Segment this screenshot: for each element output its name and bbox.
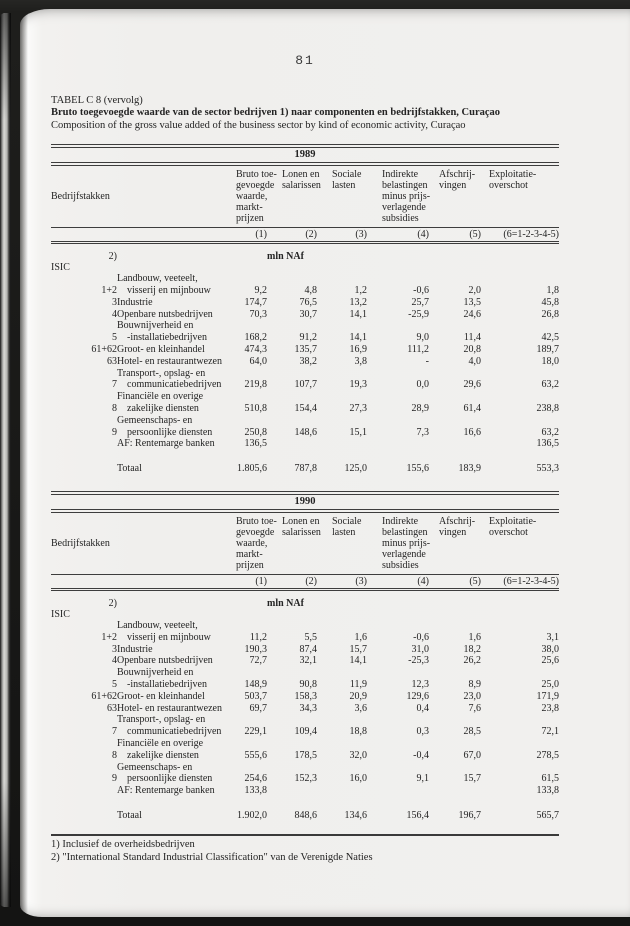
sector-label: Openbare nutsbedrijven [117,655,213,667]
sector-label: Groot- en kleinhandel [117,690,205,702]
total-value-cell: 134,6 [344,809,367,821]
value-cell: 158,3 [294,690,317,702]
column-number: (6=1-2-3-4-5) [481,228,559,243]
table-row [51,297,559,309]
sector-label: AF: Rentemarge banken [117,785,215,797]
value-cell: -0,6 [413,285,429,297]
value-cell [367,438,429,450]
sector-code: 5 [112,678,117,690]
value-cell [429,438,481,450]
value-cell: 3,6 [354,702,367,714]
sector-code: 1+2 [101,285,117,297]
value-cell: 1,8 [546,285,559,297]
table-row [51,762,559,786]
table-row [51,655,559,667]
value-cell: 63,2 [541,379,559,391]
value-cell: - [425,355,429,367]
value-cell: 23,0 [463,690,481,702]
total-value-cell: 183,9 [458,463,481,475]
value-cell: 135,7 [294,344,317,355]
value-cell: 18,2 [463,643,481,655]
row-header-label: Bedrijfstakken [51,191,110,203]
table-row [51,785,559,797]
value-cell [367,785,429,797]
value-cell: 20,8 [463,344,481,355]
footnote-rule [51,834,559,836]
value-cell: 1,2 [354,285,367,297]
row-header-label: Bedrijfstakken [51,537,110,549]
table-row [51,344,559,356]
sector-label: Bouwnijverheid en -installatiebedrijven [117,320,207,344]
sector-label: Transport-, opslag- en communicatiebedrijven [117,714,222,738]
value-cell: 76,5 [299,296,317,308]
table-row [51,667,559,691]
value-cell: 171,9 [536,690,559,702]
total-value-cell: 553,3 [536,463,559,475]
table-row [51,368,559,392]
value-cell: 11,9 [349,678,367,690]
table-row [51,703,559,715]
value-cell: 0,4 [416,702,429,714]
value-cell: 1,6 [354,631,367,643]
sector-label: Industrie [117,296,153,308]
year-heading: 1989 [294,149,316,161]
value-cell: 15,1 [349,426,367,438]
value-cell: 14,1 [349,655,367,667]
value-cell: 64,0 [249,355,267,367]
value-cell: 229,1 [244,726,267,738]
value-cell: 148,9 [244,678,267,690]
value-cell: 18,0 [541,355,559,367]
column-number: (2) [267,574,317,589]
value-cell: 7,6 [468,702,481,714]
footnote-2: 2) "International Standard Industrial Classification" van de Verenigde Naties [51,851,373,863]
isic-note-ref: 2) [108,597,117,609]
value-cell: 9,0 [416,332,429,344]
value-cell: 0,3 [416,726,429,738]
value-cell: 42,5 [541,332,559,344]
value-cell: 45,8 [541,296,559,308]
value-cell: 27,3 [349,402,367,414]
value-cell: 189,7 [536,344,559,355]
table-row [51,438,559,450]
value-cell: 13,5 [463,296,481,308]
unit-row [51,589,559,609]
unit-label: mln NAf [267,251,304,263]
value-cell: 8,9 [468,678,481,690]
column-header: Lonen en salarissen [282,169,321,192]
document-page [20,9,630,917]
sector-label: Gemeenschaps- en persoonlijke diensten [117,414,213,438]
total-value-cell: 125,0 [344,463,367,475]
table-row [51,691,559,703]
table-row [51,309,559,321]
column-number: (5) [429,574,481,589]
value-cell: 3,8 [354,355,367,367]
sector-label: Gemeenschaps- en persoonlijke diensten [117,761,213,785]
column-header: Afschrij- vingen [439,169,476,192]
total-label: Totaal [117,809,142,821]
value-cell: 24,6 [463,308,481,320]
value-cell: 30,7 [299,308,317,320]
sector-code: 3 [112,643,117,655]
value-cell: 3,1 [546,631,559,643]
value-cell: 1,6 [468,631,481,643]
total-row [51,797,559,822]
value-cell: 133,8 [244,785,267,797]
footnote-1: 1) Inclusief de overheidsbedrijven [51,838,195,850]
value-cell: 25,7 [411,296,429,308]
sector-code: 61+62 [91,690,117,702]
data-table [51,166,559,475]
value-cell: 14,1 [349,308,367,320]
column-number-row [51,574,559,589]
value-cell: 174,7 [244,296,267,308]
value-cell: 32,0 [349,749,367,761]
sector-label: Groot- en kleinhandel [117,344,205,355]
sector-label: Hotel- en restaurantwezen [117,702,222,714]
value-cell: -25,9 [408,308,429,320]
value-cell: 38,0 [541,643,559,655]
total-value-cell: 787,8 [294,463,317,475]
value-cell: 250,8 [244,426,267,438]
value-cell: 9,1 [416,773,429,785]
value-cell: 31,0 [411,643,429,655]
value-cell: 67,0 [463,749,481,761]
value-cell: 87,4 [299,643,317,655]
table-1989 [51,144,559,475]
isic-label: ISIC [51,608,70,620]
value-cell: 278,5 [536,749,559,761]
column-number: (4) [367,228,429,243]
sector-code: 4 [112,308,117,320]
sector-label: Hotel- en restaurantwezen [117,355,222,367]
column-header: Indirekte belastingen minus prijs- verlagende subsidies [382,169,431,225]
table-row [51,714,559,738]
value-cell: 19,3 [349,379,367,391]
table-row [51,415,559,439]
value-cell [317,438,367,450]
column-number: (6=1-2-3-4-5) [481,574,559,589]
value-cell: 20,9 [349,690,367,702]
value-cell: 4,0 [468,355,481,367]
sector-code: 7 [112,379,117,391]
value-cell: 72,7 [249,655,267,667]
footnotes [51,839,559,865]
sector-code: 61+62 [91,344,117,355]
value-cell: 510,8 [244,402,267,414]
sector-label: Industrie [117,643,153,655]
value-cell: 25,0 [541,678,559,690]
table-1990 [51,491,559,822]
column-header: Indirekte belastingen minus prijs- verlagende subsidies [382,515,431,571]
value-cell: 11,4 [463,332,481,344]
sector-code: 8 [112,402,117,414]
value-cell: 28,5 [463,726,481,738]
value-cell [267,785,317,797]
value-cell: 16,0 [349,773,367,785]
column-number: (5) [429,228,481,243]
value-cell: 474,3 [244,344,267,355]
value-cell: 26,8 [541,308,559,320]
column-number: (2) [267,228,317,243]
column-header-row [51,513,559,575]
sector-label: Transport-, opslag- en communicatiebedrijven [117,367,222,391]
value-cell: 152,3 [294,773,317,785]
sector-code [51,438,117,450]
table-row [51,356,559,368]
column-number: (1) [231,574,267,589]
unit-row [51,243,559,263]
value-cell: 91,2 [299,332,317,344]
isic-label: ISIC [51,262,70,274]
column-number: (1) [231,228,267,243]
value-cell: 15,7 [463,773,481,785]
column-number: (3) [317,228,367,243]
value-cell: 16,6 [463,426,481,438]
sector-code: 1+2 [101,631,117,643]
value-cell: 136,5 [244,438,267,450]
table-row [51,391,559,415]
value-cell: 16,9 [349,344,367,355]
value-cell: 90,8 [299,678,317,690]
sector-label: Bouwnijverheid en -installatiebedrijven [117,667,207,690]
value-cell: -25,3 [408,655,429,667]
column-header: Bruto toe- gevoegde waarde, markt- prijzen [236,515,277,571]
year-heading: 1990 [294,495,316,507]
value-cell: 69,7 [249,702,267,714]
sector-code: 4 [112,655,117,667]
sector-code: 3 [112,296,117,308]
total-value-cell: 565,7 [536,809,559,821]
sector-code: 63 [107,702,117,714]
value-cell: 63,2 [541,426,559,438]
value-cell [429,785,481,797]
value-cell: 11,2 [249,631,267,643]
value-cell: 136,5 [536,438,559,450]
column-header: Afschrij- vingen [439,515,476,538]
total-row [51,450,559,475]
column-header: Bruto toe- gevoegde waarde, markt- prijzen [236,169,277,225]
sector-label: Financiële en overige zakelijke diensten [117,737,204,761]
value-cell: 4,8 [304,285,317,297]
value-cell: 107,7 [294,379,317,391]
value-cell: 238,8 [536,402,559,414]
value-cell: 34,3 [299,702,317,714]
value-cell: 72,1 [541,726,559,738]
column-number: (4) [367,574,429,589]
column-header: Sociale lasten [332,515,362,538]
sector-code: 9 [112,426,117,438]
total-label: Totaal [117,463,142,475]
sector-code: 8 [112,749,117,761]
sector-label: Openbare nutsbedrijven [117,308,213,320]
value-cell: 2,0 [468,285,481,297]
page-content [51,53,559,864]
sector-label: Financiële en overige zakelijke diensten [117,391,204,414]
table-label: TABEL C 8 (vervolg) [51,95,143,106]
value-cell: 29,6 [463,379,481,391]
sector-code: 7 [112,726,117,738]
value-cell: 61,4 [463,402,481,414]
column-header: Exploitatie- overschot [489,169,537,192]
value-cell: 28,9 [411,402,429,414]
value-cell: 61,5 [541,773,559,785]
facing-page-edge [0,13,11,907]
column-header: Sociale lasten [332,169,362,192]
column-number: (3) [317,574,367,589]
column-header-row [51,166,559,228]
value-cell: 7,3 [416,426,429,438]
table-row [51,620,559,644]
sector-label: Landbouw, veeteelt, visserij en mijnbouw [117,273,211,297]
value-cell: 555,6 [244,749,267,761]
sector-code [51,785,117,797]
total-value-cell: 196,7 [458,809,481,821]
value-cell: 219,8 [244,379,267,391]
value-cell: 148,6 [294,426,317,438]
value-cell: 178,5 [294,749,317,761]
sector-label: Landbouw, veeteelt, visserij en mijnbouw [117,619,211,643]
value-cell: 15,7 [349,643,367,655]
data-table [51,513,559,822]
table-row [51,273,559,297]
sector-code: 5 [112,332,117,344]
value-cell [267,438,317,450]
table-row [51,644,559,656]
unit-label: mln NAf [267,597,304,609]
sector-label: AF: Rentemarge banken [117,438,215,450]
value-cell: 70,3 [249,308,267,320]
isic-row [51,262,559,273]
value-cell: 18,8 [349,726,367,738]
sector-code: 9 [112,773,117,785]
value-cell: 111,2 [407,344,429,355]
value-cell: 9,2 [254,285,267,297]
value-cell: 32,1 [299,655,317,667]
value-cell: 254,6 [244,773,267,785]
table-title-english: Composition of the gross value added of the business sector by kind of economic activity, Curaçao [51,119,466,131]
value-cell: -0,4 [413,749,429,761]
value-cell: 13,2 [349,296,367,308]
total-value-cell: 155,6 [406,463,429,475]
value-cell: -0,6 [413,631,429,643]
value-cell: 5,5 [304,631,317,643]
value-cell: 38,2 [299,355,317,367]
total-value-cell: 848,6 [294,809,317,821]
value-cell: 12,3 [411,678,429,690]
column-number-row [51,228,559,243]
value-cell: 0,0 [416,379,429,391]
value-cell: 23,8 [541,702,559,714]
page-number: 81 [295,53,315,68]
column-header: Lonen en salarissen [282,515,321,538]
value-cell: 190,3 [244,643,267,655]
total-value-cell: 1.805,6 [237,463,267,475]
table-row [51,738,559,762]
value-cell [317,785,367,797]
isic-note-ref: 2) [108,251,117,263]
column-header: Exploitatie- overschot [489,515,537,538]
value-cell: 26,2 [463,655,481,667]
value-cell: 503,7 [244,690,267,702]
value-cell: 168,2 [244,332,267,344]
value-cell: 25,6 [541,655,559,667]
value-cell: 133,8 [536,785,559,797]
value-cell: 154,4 [294,402,317,414]
value-cell: 14,1 [349,332,367,344]
isic-row [51,609,559,620]
value-cell: 129,6 [406,690,429,702]
table-title-dutch: Bruto toegevoegde waarde van de sector bedrijven 1) naar componenten en bedrijfstakken, Curaçao [51,107,501,119]
total-value-cell: 156,4 [406,809,429,821]
total-value-cell: 1.902,0 [237,809,267,821]
table-row [51,320,559,344]
value-cell: 109,4 [294,726,317,738]
sector-code: 63 [107,355,117,367]
